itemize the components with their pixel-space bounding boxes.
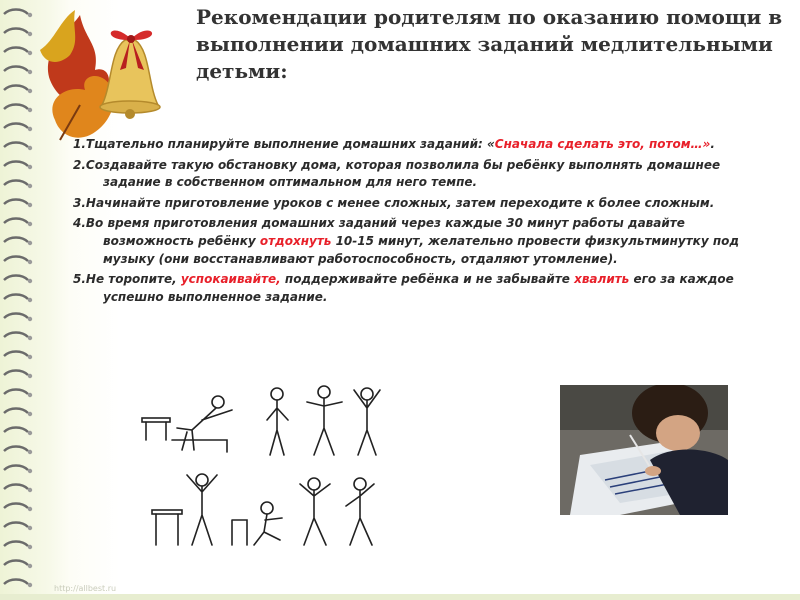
spiral-ring: [4, 504, 32, 512]
spiral-ring: [4, 181, 32, 189]
bottom-border: [0, 594, 800, 600]
recommendation-item: [73, 157, 778, 192]
spiral-ring: [4, 314, 32, 322]
spiral-ring: [4, 219, 32, 227]
spiral-ring: [4, 333, 32, 341]
spiral-ring: [4, 352, 32, 360]
spiral-ring: [4, 409, 32, 417]
spiral-ring: [4, 105, 32, 113]
spiral-ring: [4, 257, 32, 265]
spiral-ring: [4, 86, 32, 94]
recommendation-text: 5.Не торопите,: [73, 272, 181, 287]
autumn-leaves-bell-icon: [40, 10, 200, 150]
watermark-text: http://allbest.ru: [54, 584, 117, 593]
spiral-ring: [4, 371, 32, 379]
spiral-ring: [4, 29, 32, 37]
spiral-ring: [4, 143, 32, 151]
spiral-ring: [4, 67, 32, 75]
recommendation-text: .: [710, 137, 715, 151]
recommendation-item: [73, 215, 778, 268]
spiral-ring: [4, 485, 32, 493]
recommendation-text: 3.Начинайте приготовление уроков с менее сложных, затем переходите к более сложным.: [73, 195, 715, 210]
spiral-ring: [4, 276, 32, 284]
spiral-ring: [4, 523, 32, 531]
spiral-ring: [4, 428, 32, 436]
recommendation-item: [73, 195, 778, 213]
recommendation-list: [73, 136, 778, 309]
highlighted-text: успокаивайте,: [180, 272, 281, 287]
recommendation-text: поддерживайте ребёнка и не забывайте: [280, 272, 575, 287]
page-title: Рекомендации родителям по оказанию помощи в выполнении домашних заданий медлительными детьми:: [196, 5, 783, 83]
spiral-ring: [4, 295, 32, 303]
spiral-ring: [4, 466, 32, 474]
spiral-ring: [4, 390, 32, 398]
spiral-ring: [4, 162, 32, 170]
spiral-ring: [4, 561, 32, 569]
spiral-ring: [4, 200, 32, 208]
child-writing-photo: [560, 385, 728, 515]
spiral-ring: [4, 124, 32, 132]
spiral-ring: [4, 542, 32, 550]
spiral-ring: [4, 10, 32, 18]
highlighted-text: хвалить: [574, 272, 630, 287]
spiral-ring: [4, 238, 32, 246]
spiral-ring: [4, 580, 32, 588]
exercise-figures-image: [132, 380, 392, 555]
recommendation-item: [73, 136, 778, 154]
highlighted-text: Сначала сделать это, потом…»: [494, 137, 711, 151]
recommendation-text: 2.Создавайте такую обстановку дома, которая позволила бы ребёнку выполнять домашнее задание в собственном оптимальном для него темпе.: [73, 157, 721, 190]
recommendation-text: 4.Во время приготовления домашних заданий через каждые 30 минут работы давайте возможность ребёнку: [73, 216, 685, 248]
recommendation-item: [73, 271, 778, 306]
recommendation-text: 1.Тщательно планируйте выполнение домашних заданий: «: [73, 137, 495, 151]
recommendation-text: его за каждое успешно выполненное задание.: [103, 272, 734, 304]
recommendation-text: 10-15 минут, желательно провести физкультминутку под музыку (они восстанавливают работоспособность, отдаляют утомление).: [103, 233, 740, 266]
spiral-ring: [4, 447, 32, 455]
spiral-ring: [4, 48, 32, 56]
highlighted-text: отдохнуть: [259, 233, 332, 248]
